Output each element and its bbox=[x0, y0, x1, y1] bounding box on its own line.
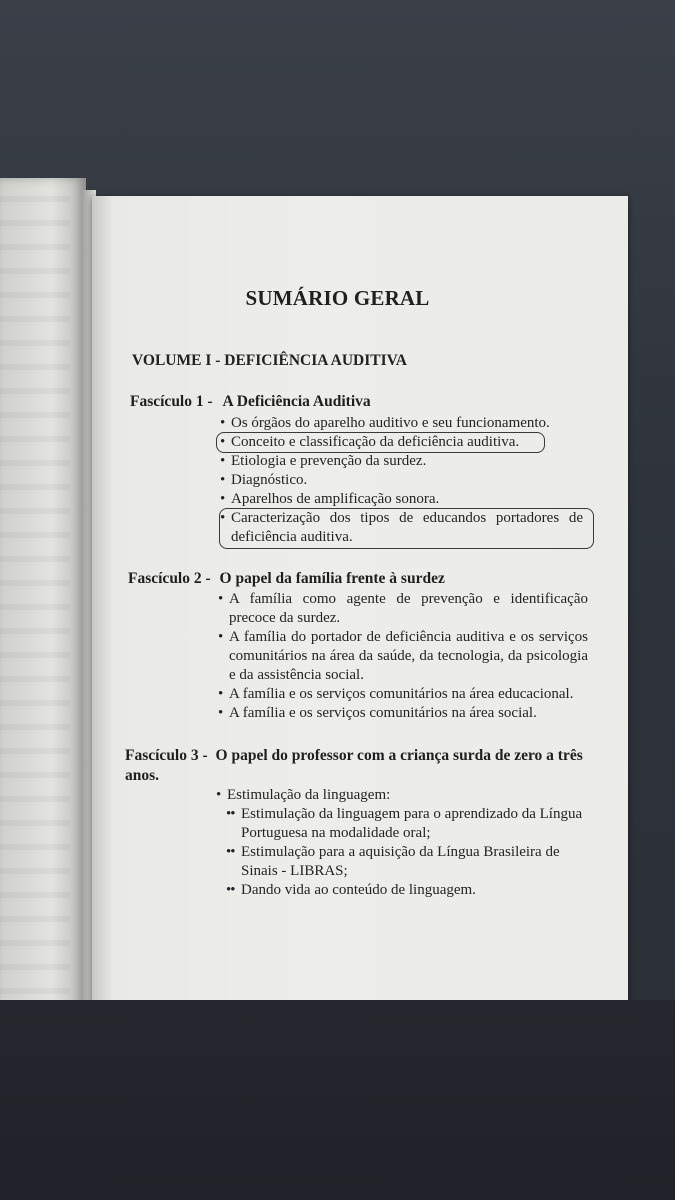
fasciculo-3-list bbox=[216, 786, 587, 805]
list-item: • A família e os serviços comunitários na área social. bbox=[218, 705, 537, 721]
page-title: SUMÁRIO GERAL bbox=[245, 286, 430, 310]
fasciculo-2-label: Fascículo 2 - bbox=[128, 570, 211, 587]
list-item: • Diagnóstico. bbox=[220, 472, 308, 488]
list-item: •• Dando vida ao conteúdo de linguagem. bbox=[226, 882, 476, 898]
list-item: • Etiologia e prevenção da surdez. bbox=[220, 453, 427, 469]
fasciculo-1-label: Fascículo 1 - bbox=[130, 393, 213, 410]
list-item: • A família e os serviços comunitários na área educacional. bbox=[218, 686, 574, 702]
fasciculo-3-label: Fascículo 3 - bbox=[125, 747, 208, 764]
fasciculo-2-list bbox=[218, 590, 588, 723]
volume-heading: VOLUME I - DEFICIÊNCIA AUDITIVA bbox=[132, 352, 408, 369]
table-surface bbox=[0, 1000, 675, 1200]
list-item: • Aparelhos de amplificação sonora. bbox=[220, 491, 440, 507]
fasciculo-1-heading bbox=[130, 393, 371, 411]
fasciculo-1-title: A Deficiência Auditiva bbox=[222, 393, 371, 410]
fasciculo-1-list bbox=[220, 414, 583, 547]
fasciculo-2-heading bbox=[128, 570, 445, 588]
list-item: •• Estimulação da linguagem para o aprendizado da Língua Portuguesa na modalidade oral; bbox=[226, 806, 583, 841]
list-item: • A família do portador de deficiência auditiva e os serviços comunitários na área da saúde, da tecnologia, da psicologia e da assistência social. bbox=[218, 629, 588, 683]
list-item: • Conceito e classificação da deficiência auditiva. bbox=[220, 434, 520, 450]
fasciculo-3-title: O papel do professor com a criança surda de zero a três anos. bbox=[125, 747, 583, 784]
list-item: • A família como agente de prevenção e identificação precoce da surdez. bbox=[218, 591, 588, 626]
list-item: • Estimulação da linguagem: bbox=[216, 787, 391, 803]
list-item: •• Estimulação para a aquisição da Língua Brasileira de Sinais - LIBRAS; bbox=[226, 844, 560, 879]
fasciculo-2-title: O papel da família frente à surdez bbox=[219, 570, 445, 587]
list-item: • Os órgãos do aparelho auditivo e seu funcionamento. bbox=[220, 415, 550, 431]
list-item: • Caracterização dos tipos de educandos portadores de deficiência auditiva. bbox=[220, 510, 583, 545]
fasciculo-3-heading bbox=[125, 746, 595, 786]
fasciculo-3-sublist bbox=[226, 805, 593, 900]
